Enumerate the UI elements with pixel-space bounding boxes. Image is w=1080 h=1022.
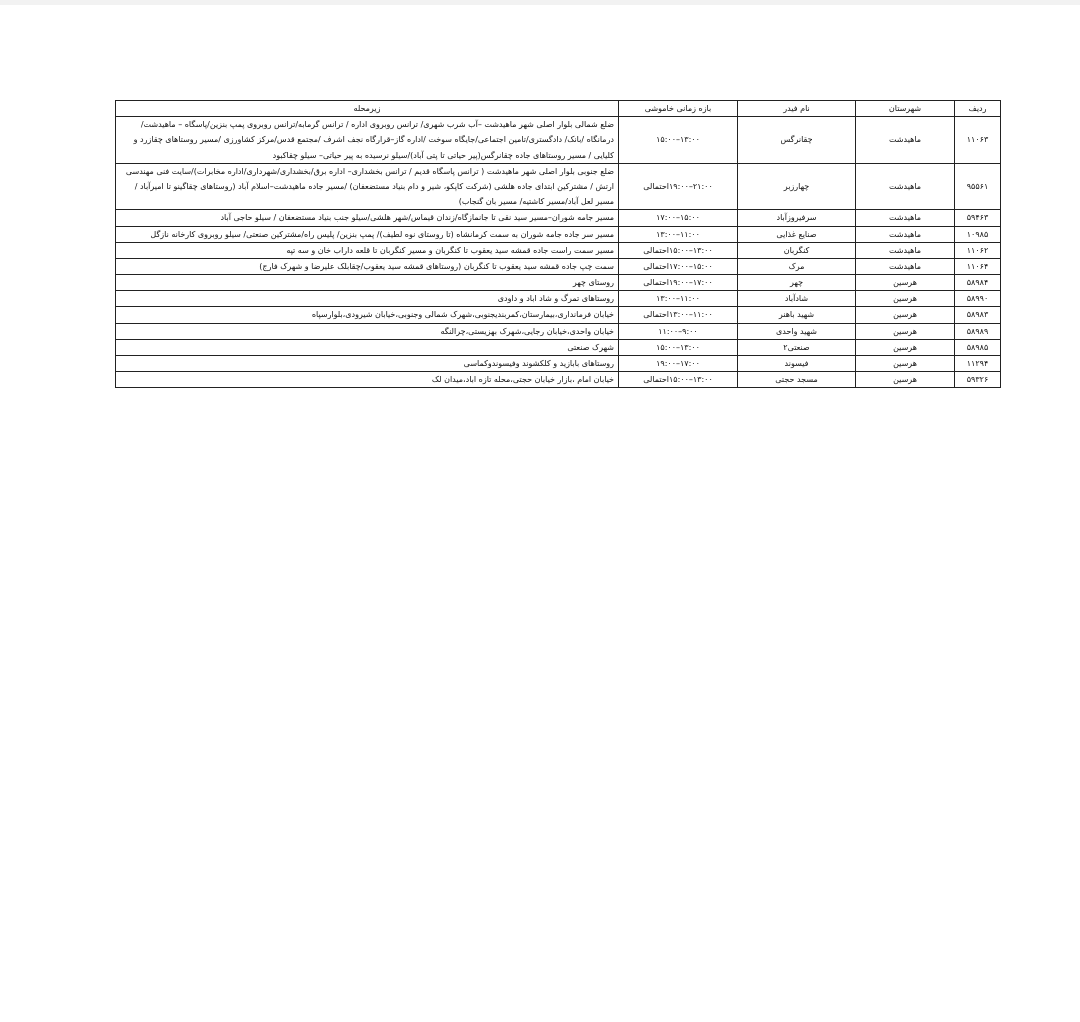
- cell-time: ۹:۰۰–۱۱:۰۰: [619, 323, 738, 339]
- table-row: [116, 307, 1001, 323]
- cell-time: ۱۱:۰۰–۱۳:۰۰: [619, 291, 738, 307]
- cell-time: ۱۱:۰۰–۱۳:۰۰: [619, 226, 738, 242]
- cell-time: ۱۳:۰۰–۱۵:۰۰: [619, 117, 738, 164]
- cell-row-no: ۵۸۹۸۹: [955, 323, 1001, 339]
- cell-row-no: ۵۹۴۶۳: [955, 210, 1001, 226]
- table-body: [116, 117, 1001, 388]
- cell-area: مسیر سمت راست جاده قمشه سید یعقوب تا کنگربان و مسیر کنگربان تا قلعه داراب خان و سه تپه: [116, 242, 619, 258]
- cell-row-no: ۹۵۵۶۱: [955, 163, 1001, 210]
- cell-area: خیابان واحدی،خیابان رجایی،شهرک بهزیستی،چرالنگه: [116, 323, 619, 339]
- cell-area: روستای چهر: [116, 275, 619, 291]
- cell-city: هرسین: [856, 275, 955, 291]
- cell-city: ماهیدشت: [856, 210, 955, 226]
- table-row: [116, 323, 1001, 339]
- cell-time: ۱۳:۰۰–۱۵:۰۰احتمالی: [619, 242, 738, 258]
- cell-time: ۱۳:۰۰–۱۵:۰۰احتمالی: [619, 372, 738, 388]
- cell-city: هرسین: [856, 356, 955, 372]
- cell-feeder: مرک: [738, 258, 856, 274]
- cell-area: ضلع جنوبی بلوار اصلی شهر ماهیدشت ( ترانس پاسگاه قدیم / ترانس بخشداری– اداره برق/بخشداری/شهرداری/اداره مخابرات)/سایت فنی مهندسی ارتش / مشترکین ابتدای جاده هلشی (شرکت کاپکو، شیر و دام بنیاد مستضعفان) /مسیر جاده ماهیدشت–اسلام آباد (روستاهای چقاگینو تا امیرآباد / مسیر لعل آباد/مسیر کاشتیه/ مسیر بان گنجاب): [116, 163, 619, 210]
- cell-area: روستاهای تمرگ و شاد اباد و داودی: [116, 291, 619, 307]
- cell-time: ۱۵:۰۰–۱۷:۰۰: [619, 210, 738, 226]
- table-row: [116, 339, 1001, 355]
- table-row: [116, 210, 1001, 226]
- top-strip: [0, 0, 1080, 5]
- table-header: [116, 101, 1001, 117]
- cell-row-no: ۱۰۹۸۵: [955, 226, 1001, 242]
- cell-city: ماهیدشت: [856, 258, 955, 274]
- table-row: [116, 372, 1001, 388]
- cell-area: مسیر جامه شوران–مسیر سید نقی تا جانمازگاه/زندان قیماس/شهر هلشی/سیلو جنب بنیاد مستضعفان / سیلو حاجی آباد: [116, 210, 619, 226]
- cell-row-no: ۵۸۹۸۳: [955, 307, 1001, 323]
- cell-row-no: ۱۱۰۶۳: [955, 117, 1001, 164]
- cell-feeder: چهر: [738, 275, 856, 291]
- table-container: [115, 100, 1000, 388]
- cell-city: هرسین: [856, 291, 955, 307]
- table-row: [116, 226, 1001, 242]
- cell-city: ماهیدشت: [856, 117, 955, 164]
- cell-feeder: صنایع غذایی: [738, 226, 856, 242]
- cell-area: روستاهای بابازید و کلکشوند وفیسوندوکماسی: [116, 356, 619, 372]
- cell-row-no: ۱۱۲۹۴: [955, 356, 1001, 372]
- header-time: بازه زمانی خاموشی: [619, 101, 738, 117]
- table-row: [116, 117, 1001, 164]
- header-row-no: ردیف: [955, 101, 1001, 117]
- cell-feeder: شادآباد: [738, 291, 856, 307]
- cell-feeder: مسجد حجتی: [738, 372, 856, 388]
- cell-feeder: چهارزبر: [738, 163, 856, 210]
- header-city: شهرستان: [856, 101, 955, 117]
- table-row: [116, 163, 1001, 210]
- cell-city: ماهیدشت: [856, 163, 955, 210]
- table-row: [116, 275, 1001, 291]
- header-row: [116, 101, 1001, 117]
- cell-city: ماهیدشت: [856, 242, 955, 258]
- cell-time: ۱۷:۰۰–۱۹:۰۰: [619, 356, 738, 372]
- cell-city: هرسین: [856, 323, 955, 339]
- cell-row-no: ۵۸۹۹۰: [955, 291, 1001, 307]
- cell-time: ۲۱:۰۰–۱۹:۰۰احتمالی: [619, 163, 738, 210]
- table-row: [116, 242, 1001, 258]
- cell-city: هرسین: [856, 339, 955, 355]
- header-area: زیرمحله: [116, 101, 619, 117]
- cell-feeder: سرفیروزآباد: [738, 210, 856, 226]
- cell-area: ضلع شمالی بلوار اصلی شهر ماهیدشت –آب شرب شهری/ ترانس روبروی اداره / ترانس گرمابه/ترانس روبروی پمپ بنزین/پاسگاه – ماهیدشت/ درمانگاه /بانک/ دادگستری/تامین اجتماعی/جایگاه سوخت /اداره گاز–قرارگاه نجف اشرف /مجتمع قدس/مرکز کشاورزی /مسیر روستاهای چقازرد و کلیایی / مسیر روستاهای جاده چقانرگس(پیر حیاتی تا پتی آباد)/سیلو نرسیده به پیر حیاتی– سیلو چقاکبود: [116, 117, 619, 164]
- cell-feeder: کنگربان: [738, 242, 856, 258]
- cell-feeder: فیسوند: [738, 356, 856, 372]
- table-row: [116, 291, 1001, 307]
- cell-row-no: ۵۸۹۸۴: [955, 275, 1001, 291]
- cell-area: مسیر سر جاده جامه شوران به سمت کرمانشاه (تا روستای نوه لطیف)/ پمپ بنزین/ پلیس راه/مشترکین صنعتی/ سیلو روبروی کارخانه نازگل: [116, 226, 619, 242]
- cell-time: ۱۱:۰۰–۱۳:۰۰احتمالی: [619, 307, 738, 323]
- cell-time: ۱۷:۰۰–۱۹:۰۰احتمالی: [619, 275, 738, 291]
- cell-feeder: چقانرگس: [738, 117, 856, 164]
- cell-row-no: ۱۱۰۶۴: [955, 258, 1001, 274]
- cell-area: شهرک صنعتی: [116, 339, 619, 355]
- cell-time: ۱۳:۰۰–۱۵:۰۰: [619, 339, 738, 355]
- cell-feeder: صنعتی۲: [738, 339, 856, 355]
- cell-city: هرسین: [856, 372, 955, 388]
- cell-area: خیابان امام ،بازار خیابان حجتی،محله تازه اباد،میدان لک: [116, 372, 619, 388]
- outage-table: [115, 100, 1001, 388]
- cell-city: هرسین: [856, 307, 955, 323]
- cell-city: ماهیدشت: [856, 226, 955, 242]
- cell-row-no: ۱۱۰۶۲: [955, 242, 1001, 258]
- cell-feeder: شهید باهنر: [738, 307, 856, 323]
- cell-area: سمت چپ جاده قمشه سید یعقوب تا کنگربان (روستاهای قمشه سید یعقوب/چقابلک علیرضا و شهرک فارج): [116, 258, 619, 274]
- cell-area: خیابان فرمانداری،بیمارستان،کمربندیجنوبی،شهرک شمالی وجنوبی،خیابان شیرودی،بلوارسپاه: [116, 307, 619, 323]
- cell-feeder: شهید واحدی: [738, 323, 856, 339]
- cell-row-no: ۵۹۳۲۶: [955, 372, 1001, 388]
- cell-row-no: ۵۸۹۸۵: [955, 339, 1001, 355]
- table-row: [116, 258, 1001, 274]
- table-row: [116, 356, 1001, 372]
- cell-time: ۱۵:۰۰–۱۷:۰۰احتمالی: [619, 258, 738, 274]
- header-feeder: نام فیدر: [738, 101, 856, 117]
